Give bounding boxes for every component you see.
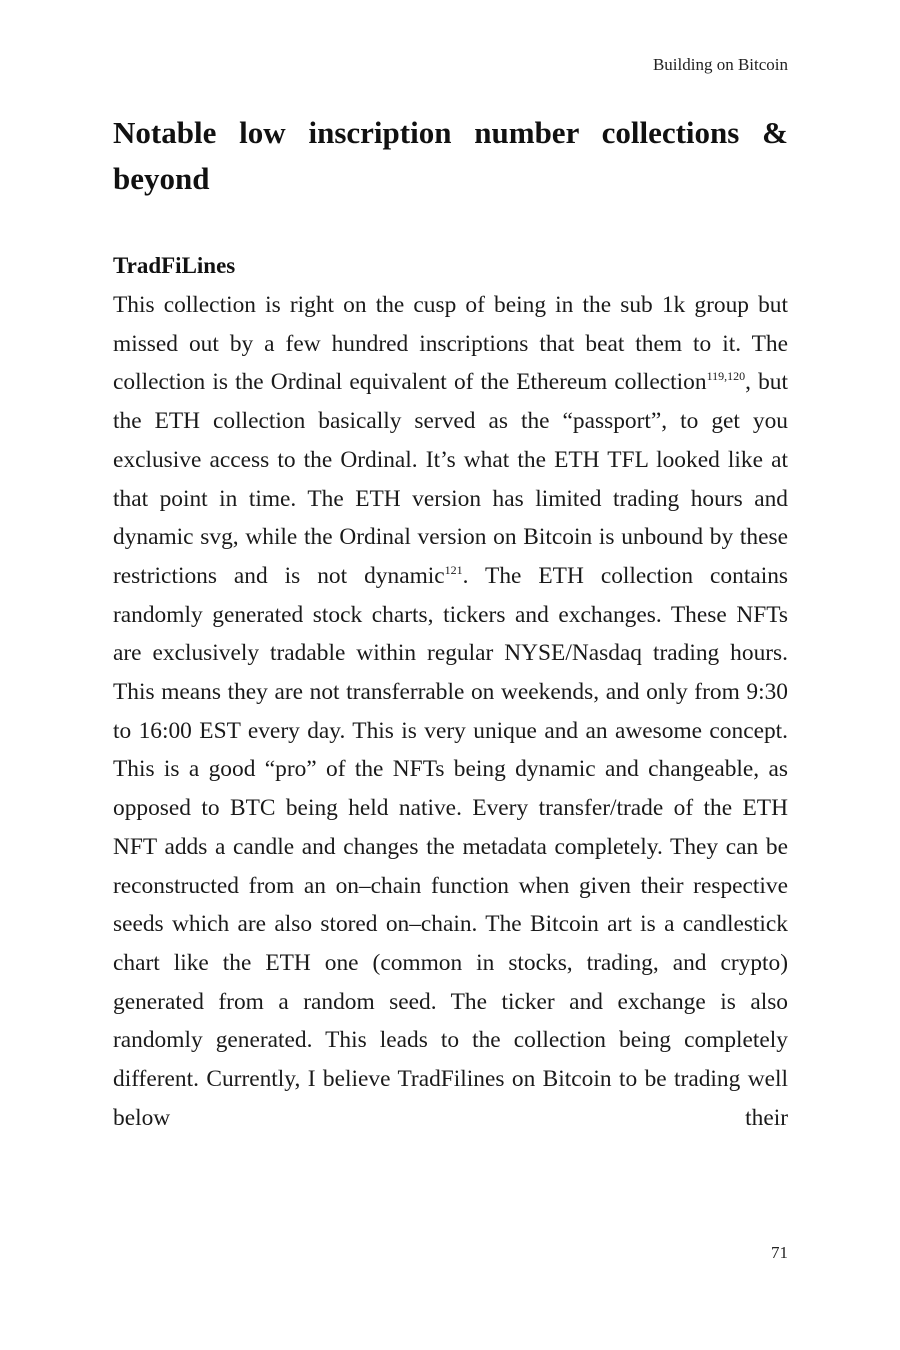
footnote-ref-119-120: 119,120 [706, 369, 746, 384]
chapter-title: Notable low inscription number collections & beyond [113, 115, 788, 196]
running-header: Building on Bitcoin [652, 55, 788, 74]
body-paragraph [113, 286, 788, 1137]
body-text-segment-3: . The ETH collection contains randomly generated stock charts, tickers and exchanges. These NFTs are exclusively tradable within regular NYSE/Nasdaq trading hours. This means they are not transferrable on weekends, and only from 9:30 to 16:00 EST every day. This is very unique and an awesome concept. This is a good “pro” of the NFTs being dynamic and changeable, as opposed to BTC being held native. Every transfer/trade of the ETH NFT adds a candle and changes the metadata completely. They can be reconstructed from an on–chain function when given their respective seeds which are also stored on–chain. The Bitcoin art is a candlestick chart like the ETH one (common in stocks, trading, and crypto) generated from a random seed. The ticker and exchange is also randomly generated. This leads to the collection being completely different. Currently, I believe TradFilines on Bitcoin to be trading well below their [113, 562, 788, 1131]
body-text-segment-2: , but the ETH collection basically served as the “passport”, to get you exclusive access to the Ordinal. It’s what the ETH TFL looked like at that point in time. The ETH version has limited trading hours and dynamic svg, while the Ordinal version on Bitcoin is unbound by these restrictions and is not dynamic [113, 369, 788, 589]
body-text-segment-1: This collection is right on the cusp of being in the sub 1k group but missed out by a few hundred inscriptions that beat them to it. The collection is the Ordinal equivalent of the Ethereum collection [113, 292, 788, 396]
section-heading: TradFiLines [113, 253, 236, 278]
footnote-ref-121: 121 [444, 562, 463, 577]
page-number: 71 [771, 1243, 788, 1262]
